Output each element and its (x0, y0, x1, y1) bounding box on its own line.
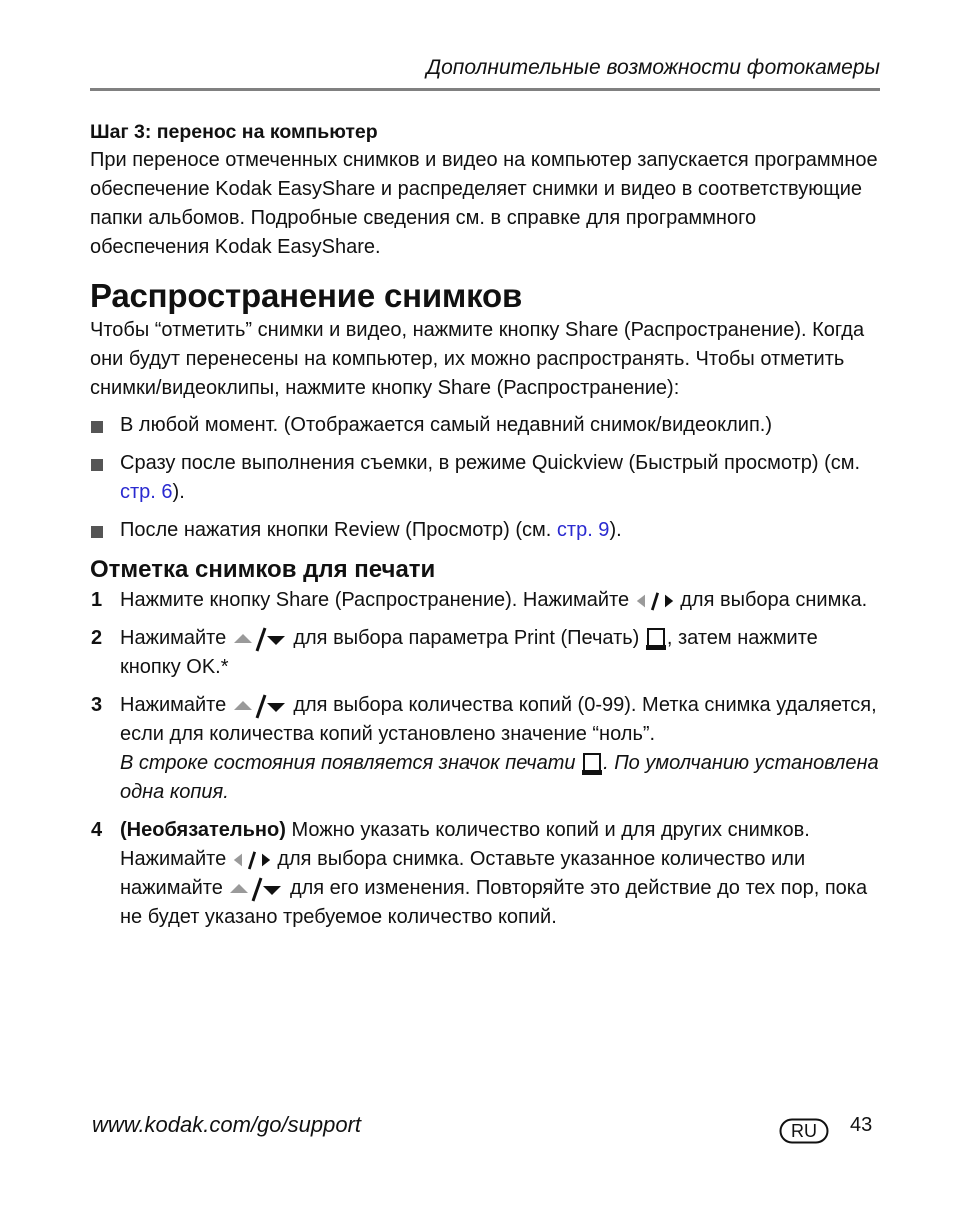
print-marking-title: Отметка снимков для печати (90, 556, 436, 583)
language-badge-text: RU (791, 1121, 817, 1141)
bullet-suffix: ). (172, 481, 185, 503)
print-icon (581, 752, 603, 776)
list-item (90, 449, 880, 507)
step-number: 3 (91, 694, 103, 716)
optional-label: (Необязательно) (120, 819, 286, 841)
step-text: для выбора количества копий (0-99). Метка снимка удаляется, если для количества копий установлено значение “ноль”. (120, 694, 877, 745)
up-down-arrows-icon (228, 876, 284, 902)
bullet-text: После нажатия кнопки Review (Просмотр) (см. (120, 519, 557, 541)
up-down-arrows-icon (232, 693, 288, 719)
step-text: для его изменения. Повторяйте это действие до тех пор, пока не будет указано требуемое количество копий. (120, 877, 868, 928)
step-text: Нажимайте (120, 694, 232, 716)
step-note (120, 749, 880, 807)
bullet-suffix: ). (609, 519, 622, 541)
print-icon (645, 627, 667, 651)
left-right-arrows-icon (635, 591, 675, 611)
page-number: 43 (850, 1114, 873, 1136)
step-text: для выбора снимка. (674, 589, 868, 611)
step-text: Нажмите кнопку Share (Распространение). Нажимайте (120, 589, 635, 611)
bullet-text: В любой момент. (Отображается самый недавний снимок/видеоклип.) (120, 414, 773, 436)
step3-heading: Шаг 3: перенос на компьютер (90, 121, 378, 143)
note-text: В строке состояния появляется значок печати (120, 752, 582, 774)
sharing-intro: Чтобы “отметить” снимки и видео, нажмите кнопку Share (Распространение). Когда они будут перенесены на компьютер, их можно распространять. Чтобы отметить снимки/видеоклипы, нажмите кнопку Share (Распространение): (90, 319, 865, 399)
page-link[interactable]: стр. 6 (120, 481, 173, 503)
step-text: Нажимайте (120, 627, 232, 649)
step3-paragraph: При переносе отмеченных снимков и видео на компьютер запускается программное обеспечение Kodak EasyShare и распределяет снимки и видео в соответствующие папки альбомов. Подробные сведения см. в справке для программного обеспечения Kodak EasyShare. (90, 149, 878, 258)
step-number: 4 (91, 819, 103, 841)
bullet-square-icon (91, 526, 103, 538)
sharing-title: Распространение снимков (90, 277, 523, 314)
sharing-bullet-list (90, 411, 880, 545)
bullet-text: Сразу после выполнения съемки, в режиме Quickview (Быстрый просмотр) (см. (120, 452, 861, 474)
step-text: для выбора снимка. Оставьте указанное количество или нажимайте (120, 848, 806, 899)
step-number: 1 (91, 589, 103, 611)
page-content (90, 118, 880, 941)
note-text: . По умолчанию установлена одна копия. (120, 752, 879, 803)
bullet-square-icon (91, 421, 103, 433)
language-badge (779, 1118, 829, 1144)
left-right-arrows-icon (232, 850, 272, 870)
header-rule (90, 88, 880, 91)
step-item (90, 624, 880, 682)
step-item (90, 691, 880, 807)
footer-url: www.kodak.com/go/support (92, 1112, 362, 1137)
running-header: Дополнительные возможности фотокамеры (426, 56, 880, 79)
bullet-square-icon (91, 459, 103, 471)
up-down-arrows-icon (232, 626, 288, 652)
step-text: Можно указать количество копий и для других снимков. Нажимайте (120, 819, 810, 870)
step-item (90, 816, 880, 932)
list-item (90, 516, 880, 545)
print-steps-list (90, 586, 880, 932)
step-text: , затем нажмите кнопку OK.* (120, 627, 818, 678)
step-item (90, 586, 880, 615)
page-link[interactable]: стр. 9 (556, 519, 610, 541)
list-item (90, 411, 880, 440)
step-text: для выбора параметра Print (Печать) (287, 627, 645, 649)
step-number: 2 (91, 627, 103, 649)
